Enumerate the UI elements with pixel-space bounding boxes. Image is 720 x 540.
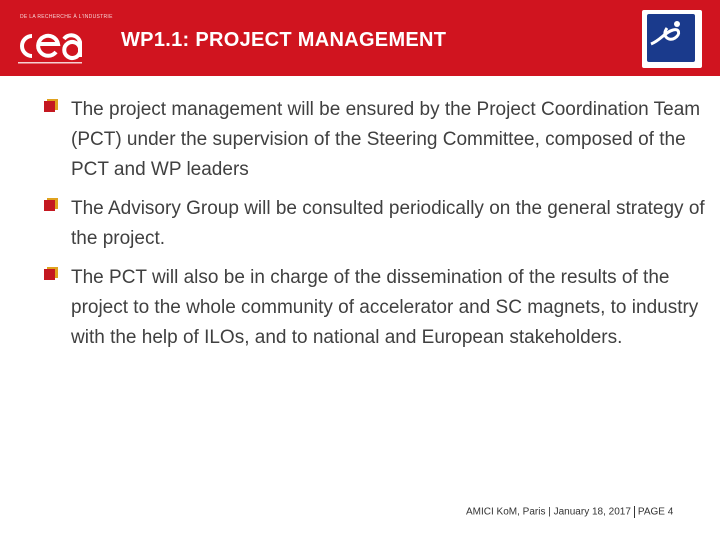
bullet-square-icon	[44, 200, 55, 211]
header-bar	[0, 0, 720, 76]
bullet-item	[44, 95, 704, 185]
footer-event: AMICI KoM, Paris | January 18, 2017	[466, 506, 631, 518]
cea-logo	[10, 10, 113, 68]
bullet-text: The Advisory Group will be consulted periodically on the general strategy of the project.	[71, 198, 705, 249]
logo-tagline: DE LA RECHERCHE À L'INDUSTRIE	[20, 14, 113, 20]
footer-separator	[634, 506, 635, 518]
footer	[466, 506, 673, 518]
irfu-logo-icon	[647, 14, 695, 62]
bullet-item	[44, 194, 704, 254]
page-number: PAGE 4	[637, 506, 674, 518]
bullet-list	[44, 95, 704, 362]
bullet-text: The PCT will also be in charge of the dissemination of the results of the project to the whole community of accelerator and SC magnets, to industry with the help of ILOs, and to national and European stakeholders.	[71, 267, 699, 348]
irfu-logo-mark	[647, 14, 695, 62]
bullet-square-icon	[44, 101, 55, 112]
bullet-item	[44, 263, 704, 353]
irfu-logo	[642, 10, 702, 68]
cea-logo-icon	[18, 30, 84, 64]
page-title: WP1.1: PROJECT MANAGEMENT	[121, 29, 447, 51]
bullet-text: The project management will be ensured by the Project Coordination Team (PCT) under the supervision of the Steering Committee, composed of the PCT and WP leaders	[71, 99, 701, 180]
bullet-square-icon	[44, 269, 55, 280]
